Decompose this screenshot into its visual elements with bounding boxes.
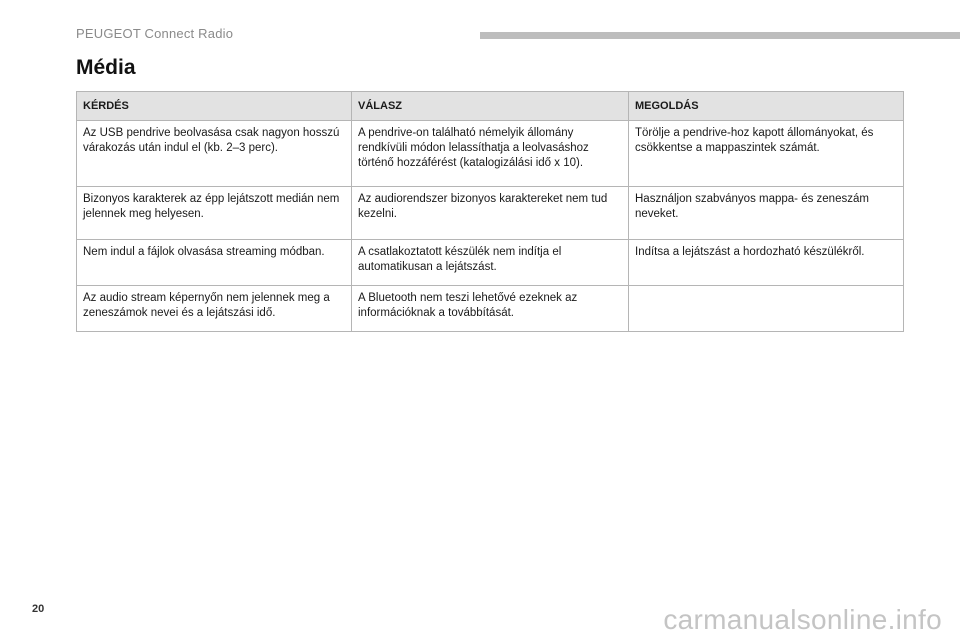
solution-cell: Használjon szabványos mappa- és zeneszám neveket. <box>629 187 904 240</box>
faq-table <box>76 91 904 332</box>
document-header-title: PEUGEOT Connect Radio <box>76 26 234 41</box>
answer-cell: A csatlakoztatott készülék nem indítja el automatikusan a lejátszást. <box>352 240 629 286</box>
question-cell: Az USB pendrive beolvasása csak nagyon hosszú várakozás után indul el (kb. 2–3 perc). <box>77 121 352 187</box>
table-row <box>77 286 904 332</box>
site-watermark: carmanualsonline.info <box>663 604 942 635</box>
table-row <box>77 121 904 187</box>
table-header-row <box>77 92 904 121</box>
table-row <box>77 187 904 240</box>
column-header-answer: VÁLASZ <box>352 92 629 121</box>
table-row <box>77 240 904 286</box>
page-number: 20 <box>32 603 45 615</box>
question-cell: Az audio stream képernyőn nem jelennek meg a zeneszámok nevei és a lejátszási idő. <box>77 286 352 332</box>
column-header-solution: MEGOLDÁS <box>629 92 904 121</box>
answer-cell: Az audiorendszer bizonyos karaktereket nem tud kezelni. <box>352 187 629 240</box>
solution-cell: Indítsa a lejátszást a hordozható készülékről. <box>629 240 904 286</box>
solution-cell: Törölje a pendrive-hoz kapott állományokat, és csökkentse a mappaszintek számát. <box>629 121 904 187</box>
question-cell: Nem indul a fájlok olvasása streaming módban. <box>77 240 352 286</box>
header-divider-bar <box>480 32 960 39</box>
answer-cell: A Bluetooth nem teszi lehetővé ezeknek az információknak a továbbítását. <box>352 286 629 332</box>
answer-cell: A pendrive-on található némelyik állomány rendkívüli módon lelassíthatja a leolvasáshoz történő hozzáférést (katalogizálási idő x 10). <box>352 121 629 187</box>
question-cell: Bizonyos karakterek az épp lejátszott medián nem jelennek meg helyesen. <box>77 187 352 240</box>
section-title: Média <box>76 56 136 79</box>
column-header-question: KÉRDÉS <box>77 92 352 121</box>
solution-cell <box>629 286 904 332</box>
